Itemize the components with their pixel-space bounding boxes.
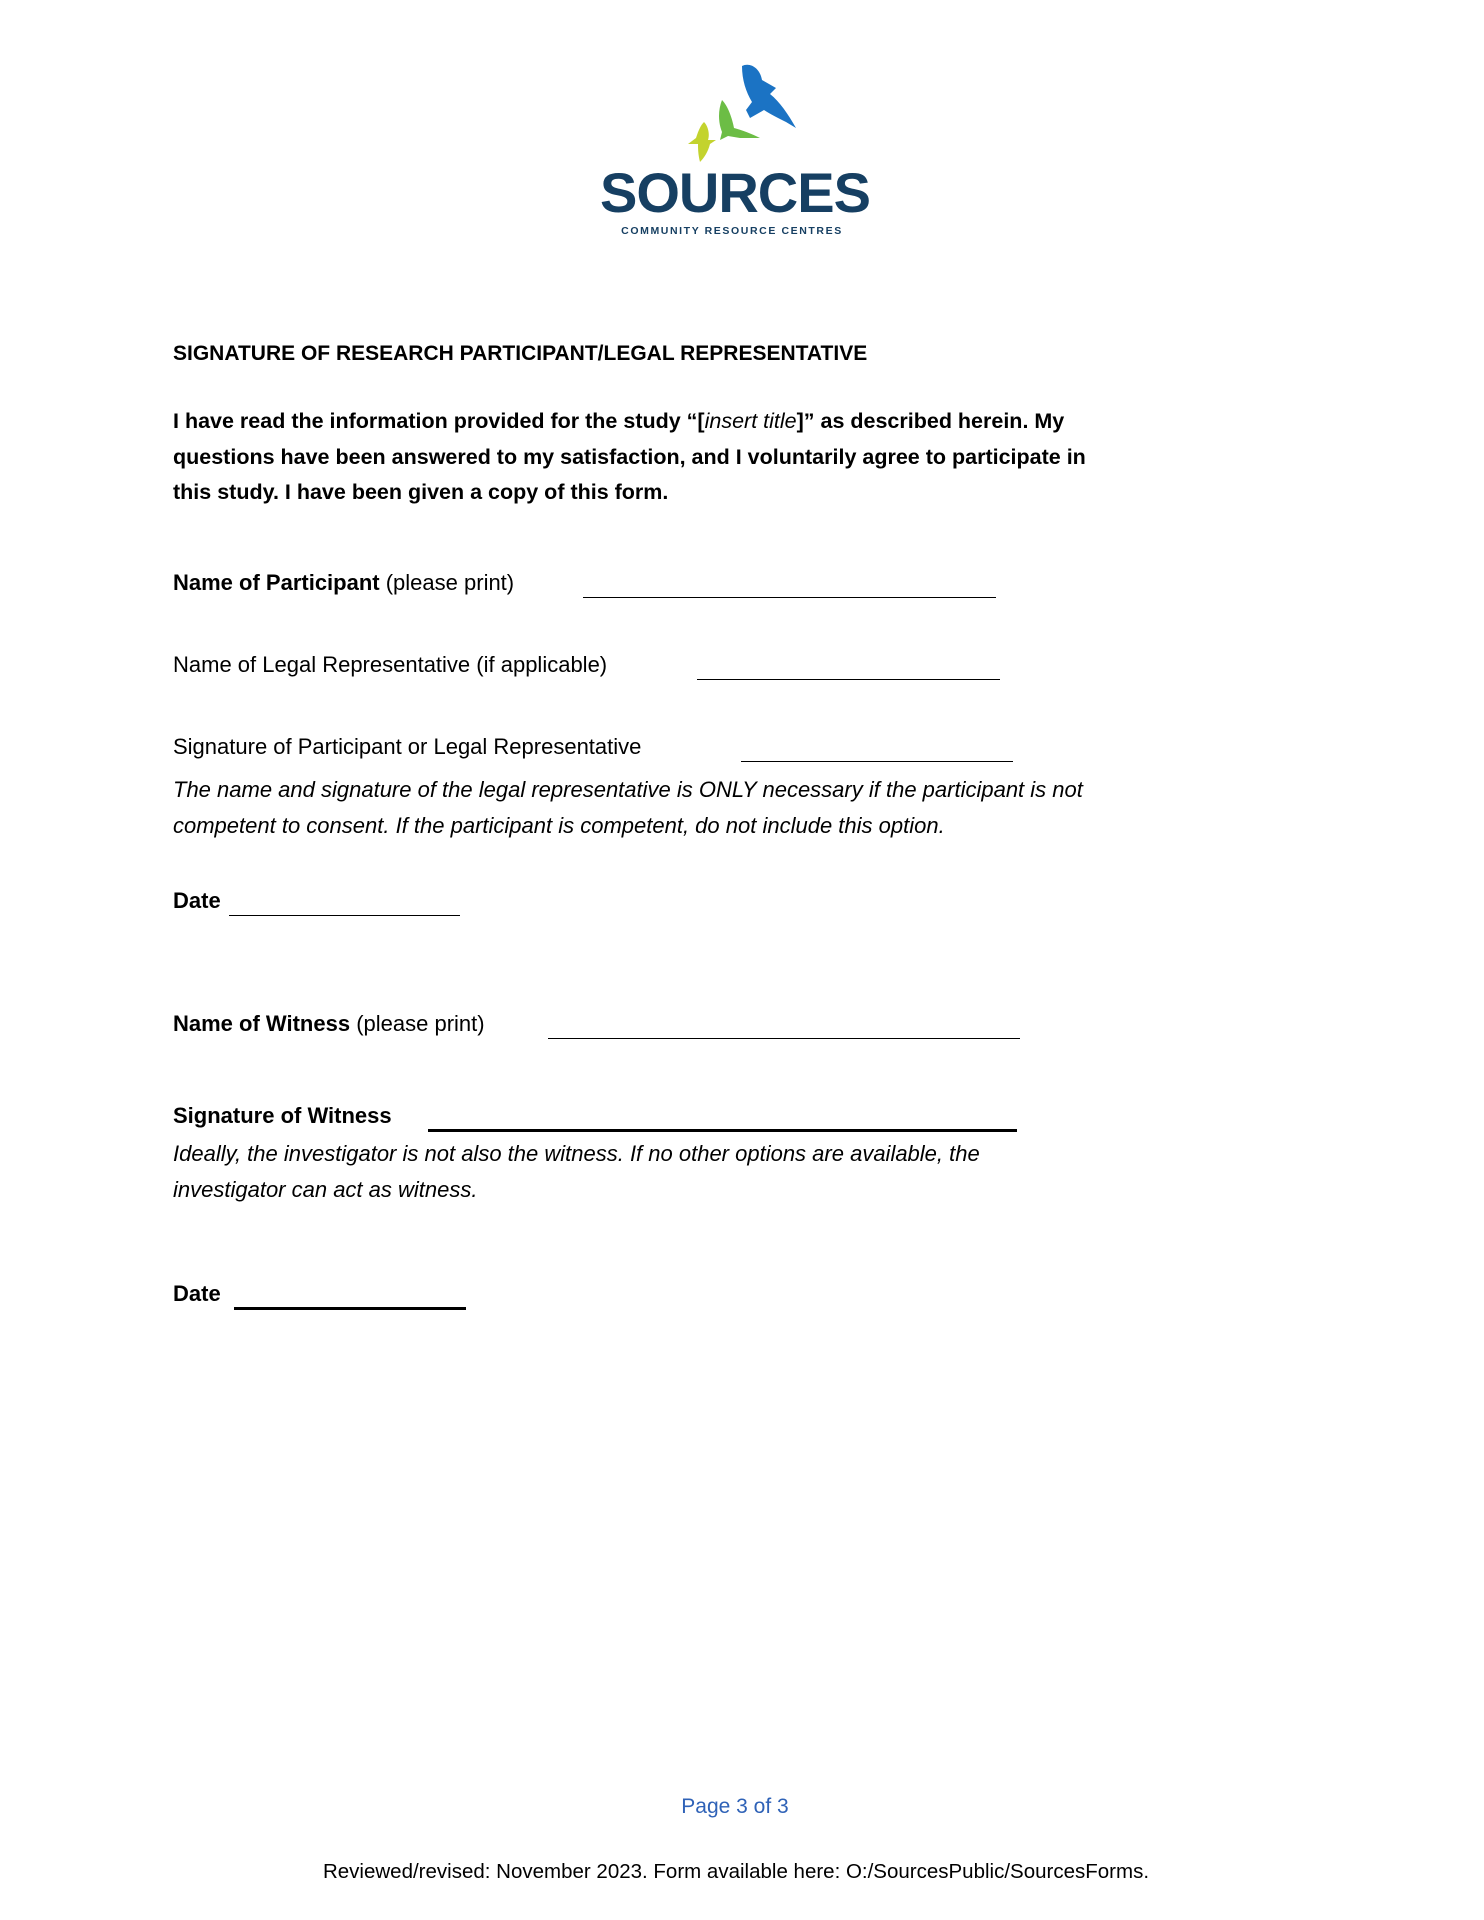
logo-subtitle: COMMUNITY RESOURCE CENTRES: [621, 225, 843, 237]
legal-rep-field: [173, 652, 607, 682]
note-line: Ideally, the investigator is not also the witness. If no other options are available, the: [173, 1141, 980, 1166]
note-line: investigator can act as witness.: [173, 1176, 478, 1202]
statement-text: I have read the information provided for the study “[: [173, 409, 705, 433]
participant-name-field: [173, 570, 514, 600]
legal-rep-label: Name of Legal Representative (if applicable): [173, 652, 608, 677]
statement-line-3: this study. I have been given a copy of this form.: [173, 480, 669, 504]
signature-blank[interactable]: [741, 761, 1013, 762]
participant-name-label: Name of Participant: [173, 570, 380, 595]
witness-signature-field: [173, 1103, 392, 1133]
date-field-2: [173, 1281, 221, 1311]
statement-line-1: [173, 404, 1086, 440]
consent-statement: [173, 404, 1086, 511]
date-field-1: [173, 888, 221, 918]
logo-wordmark: SOURCES: [600, 161, 870, 224]
legal-rep-blank[interactable]: [697, 679, 1000, 680]
participant-name-hint: (please print): [385, 570, 515, 595]
signature-field: [173, 734, 641, 764]
witness-name-field: [173, 1011, 485, 1041]
birds-logo-icon: [600, 58, 870, 168]
statement-text: ]” as described herein. My: [796, 409, 1065, 433]
sources-logo: [600, 58, 870, 243]
note-line: The name and signature of the legal representative is ONLY necessary if the participant is not: [173, 777, 1083, 802]
witness-name-label: Name of Witness: [173, 1011, 351, 1036]
witness-signature-blank[interactable]: [428, 1129, 1017, 1132]
statement-line-2: questions have been answered to my satisfaction, and I voluntarily agree to participate in: [173, 444, 1086, 469]
date-label: Date: [173, 1281, 221, 1306]
witness-name-hint: (please print): [356, 1011, 485, 1036]
witness-note: [173, 1136, 980, 1207]
footer-text: Reviewed/revised: November 2023. Form available here: O:/SourcesPublic/SourcesForms.: [322, 1860, 1150, 1883]
participant-name-blank[interactable]: [583, 597, 996, 598]
section-heading: SIGNATURE OF RESEARCH PARTICIPANT/LEGAL REPRESENTATIVE: [173, 342, 868, 365]
date-blank-1[interactable]: [229, 915, 460, 916]
witness-name-blank[interactable]: [548, 1038, 1020, 1039]
title-placeholder: insert title: [704, 409, 797, 433]
signature-note: [173, 772, 1083, 843]
date-blank-2[interactable]: [234, 1307, 466, 1310]
note-line: competent to consent. If the participant is competent, do not include this option.: [173, 812, 945, 838]
signature-label: Signature of Participant or Legal Representative: [173, 734, 642, 759]
date-label: Date: [173, 888, 221, 913]
witness-signature-label: Signature of Witness: [173, 1103, 392, 1128]
page-number: Page 3 of 3: [681, 1795, 789, 1818]
